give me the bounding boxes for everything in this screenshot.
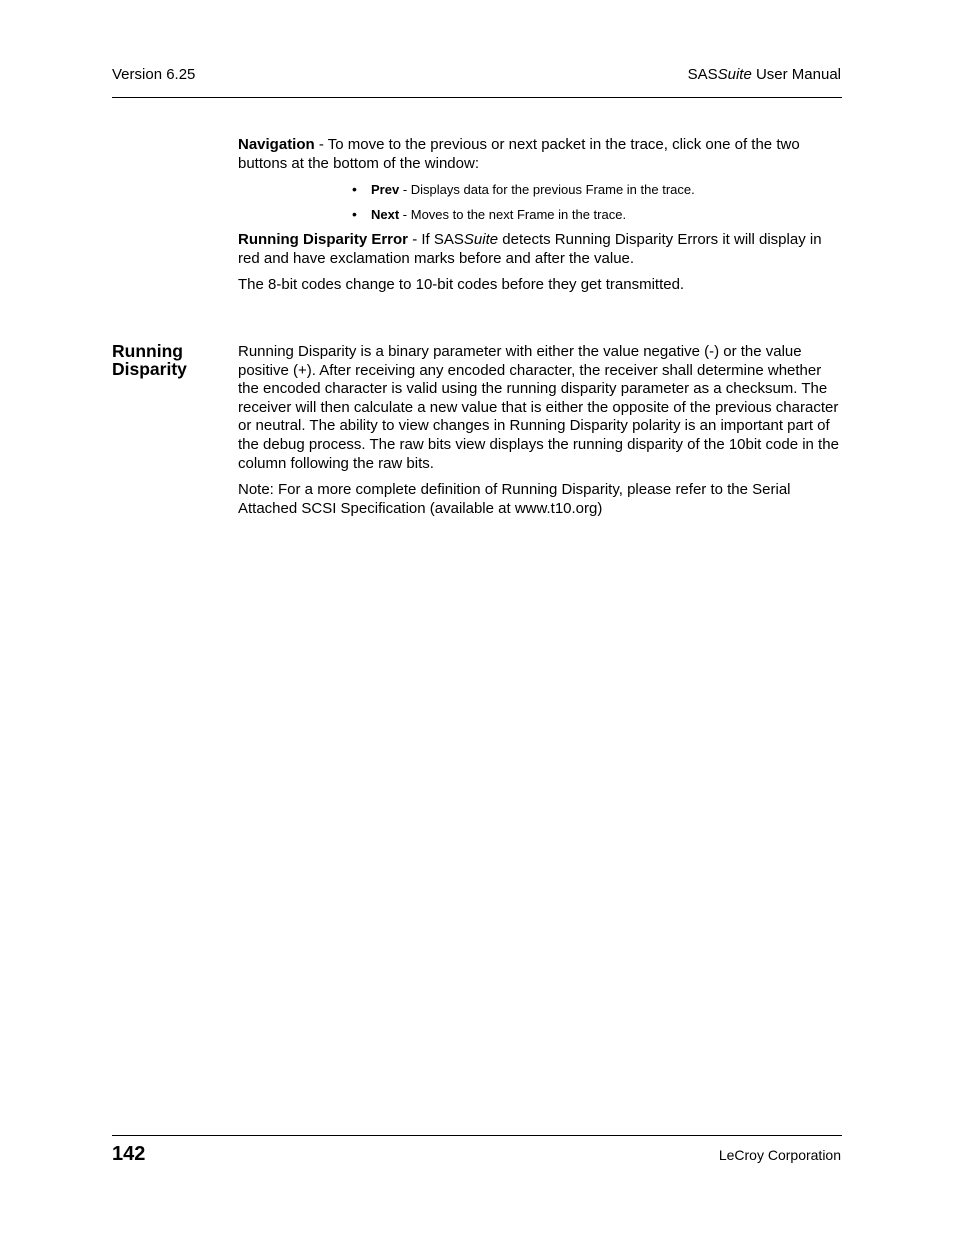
bullet-text-prev: - Displays data for the previous Frame in the trace.	[399, 182, 695, 197]
section-heading-running-disparity: Running Disparity	[112, 341, 187, 379]
running-disparity-body	[238, 343, 844, 473]
manual-title-italic: Suite	[717, 66, 752, 83]
running-disparity-note	[238, 481, 844, 518]
navigation-text: - To move to the previous or next packet in the trace, click one of the two buttons at the bottom of the window:	[238, 136, 800, 172]
header-rule	[112, 97, 842, 98]
codes-paragraph	[238, 276, 844, 295]
bullet-text-next: - Moves to the next Frame in the trace.	[399, 207, 627, 222]
page-number: 142	[112, 1143, 146, 1165]
bullet-dot: •	[352, 206, 357, 222]
footer-company: LeCroy Corporation	[718, 1147, 841, 1163]
bullet-term-next: Next	[371, 207, 400, 222]
navigation-term: Navigation	[238, 136, 315, 153]
bullet-dot: •	[352, 181, 357, 197]
rde-text-before: - If SAS	[408, 231, 464, 248]
header-manual-title	[688, 66, 841, 84]
running-disparity-text: Running Disparity is a binary parameter with either the value negative (-) or the value positive (+). After receiving any encoded character, the receiver shall determine whether the encoded character is valid using the running disparity parameter as a checksum. The receiver will then calculate a new value that is either the opposite of the previous character or neutral. The ability to view changes in Running Disparity polarity is an important part of the debug process. The raw bits view displays the running disparity of the 10bit code in the column following the raw bits.	[238, 343, 839, 472]
rde-term: Running Disparity Error	[238, 231, 409, 248]
rde-text-italic: Suite	[463, 231, 499, 248]
manual-title-prefix: SAS	[687, 66, 718, 83]
note-text: Note: For a more complete definition of Running Disparity, please refer to the Serial Attached SCSI Specification (available at www.t10.org)	[238, 481, 791, 517]
header-version: Version 6.25	[112, 66, 196, 83]
running-disparity-error-paragraph	[238, 231, 844, 268]
bullet-item-prev	[352, 181, 695, 198]
bullet-term-prev: Prev	[371, 182, 400, 197]
codes-text: The 8-bit codes change to 10-bit codes before they get transmitted.	[238, 276, 685, 293]
manual-title-suffix: User Manual	[751, 66, 841, 83]
footer-rule	[112, 1135, 842, 1136]
navigation-paragraph	[238, 136, 844, 173]
bullet-item-next	[352, 206, 626, 223]
rde-text-after: detects Running Disparity Errors it will display in red and have exclamation marks before and after the value.	[238, 231, 822, 267]
